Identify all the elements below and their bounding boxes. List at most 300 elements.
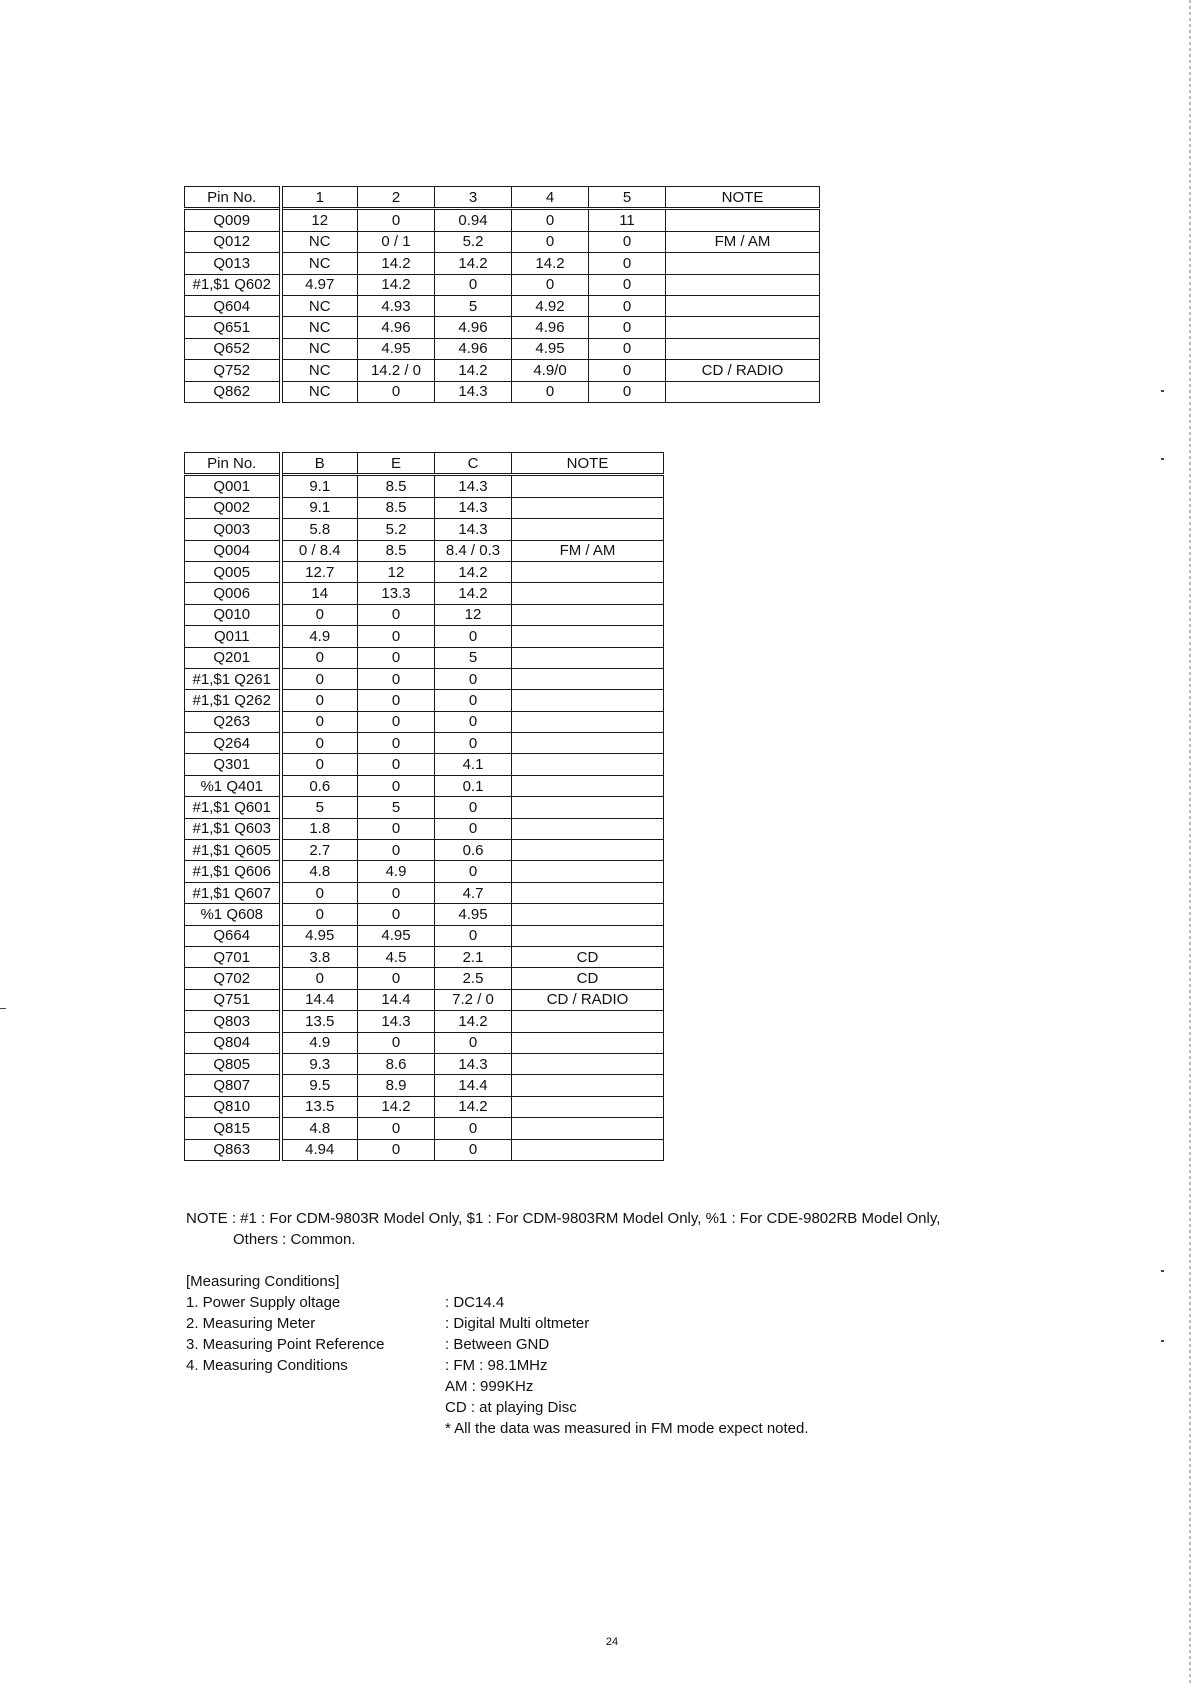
table-cell: 0 xyxy=(589,381,666,402)
table-cell xyxy=(666,295,820,316)
table-row xyxy=(185,968,664,989)
column-header: Pin No. xyxy=(185,453,281,475)
table-cell: 4.7 xyxy=(435,882,512,903)
table-cell: CD xyxy=(512,946,664,967)
table-cell: 3.8 xyxy=(281,946,358,967)
table-cell: 5 xyxy=(435,647,512,668)
page-number: 24 xyxy=(605,1636,619,1648)
table-cell: 0 xyxy=(589,317,666,338)
table-row xyxy=(185,360,820,381)
table-cell: 2.5 xyxy=(435,968,512,989)
table-cell: 4.9 xyxy=(281,626,358,647)
table-cell: 14.4 xyxy=(358,989,435,1010)
column-header: B xyxy=(281,453,358,475)
table-row xyxy=(185,626,664,647)
table-cell: 14.2 / 0 xyxy=(358,360,435,381)
transistor-label: Q803 xyxy=(185,1011,281,1032)
table-row xyxy=(185,381,820,402)
table-cell xyxy=(512,733,664,754)
table-row xyxy=(185,1096,664,1117)
table-row xyxy=(185,882,664,903)
table-cell: FM / AM xyxy=(512,540,664,561)
transistor-label: #1,$1 Q606 xyxy=(185,861,281,882)
table-cell: 0 xyxy=(435,711,512,732)
transistor-label: Q011 xyxy=(185,626,281,647)
transistor-label: Q752 xyxy=(185,360,281,381)
table-cell: 14 xyxy=(281,583,358,604)
transistor-label: Q652 xyxy=(185,338,281,359)
conditions-title: [Measuring Conditions] xyxy=(186,1273,340,1290)
table-cell: 0 xyxy=(435,797,512,818)
table-cell xyxy=(512,647,664,668)
condition-row xyxy=(186,1376,809,1397)
table-cell: 0 xyxy=(281,733,358,754)
table-cell: 0 xyxy=(358,1032,435,1053)
table-cell: 0.6 xyxy=(281,775,358,796)
table-cell: 0 xyxy=(358,904,435,925)
table-cell: 8.5 xyxy=(358,475,435,497)
table-cell xyxy=(512,1139,664,1160)
table-row xyxy=(185,295,820,316)
table-cell: 4.95 xyxy=(512,338,589,359)
table-cell: 4.96 xyxy=(435,317,512,338)
table-cell: 4.96 xyxy=(358,317,435,338)
pin-voltage-table-2 xyxy=(184,452,664,1161)
table-row xyxy=(185,904,664,925)
table-cell xyxy=(666,209,820,231)
table-cell: NC xyxy=(281,360,358,381)
condition-value: : FM : 98.1MHz xyxy=(445,1357,548,1374)
transistor-label: Q651 xyxy=(185,317,281,338)
table-row xyxy=(185,604,664,625)
table-cell: 4.9/0 xyxy=(512,360,589,381)
table-cell: 1.8 xyxy=(281,818,358,839)
table-row xyxy=(185,475,664,497)
transistor-label: Q862 xyxy=(185,381,281,402)
table-cell: 14.4 xyxy=(435,1075,512,1096)
scan-speck xyxy=(0,1008,6,1009)
transistor-label: Q002 xyxy=(185,497,281,518)
transistor-label: %1 Q608 xyxy=(185,904,281,925)
table-row xyxy=(185,561,664,582)
table-row xyxy=(185,733,664,754)
scan-speck xyxy=(1161,1270,1164,1272)
table-cell: 0 xyxy=(358,733,435,754)
transistor-label: Q013 xyxy=(185,253,281,274)
table-cell: 0 xyxy=(358,1139,435,1160)
column-header: C xyxy=(435,453,512,475)
table-cell: 14.2 xyxy=(435,583,512,604)
transistor-label: Q012 xyxy=(185,231,281,252)
table-cell: 0 xyxy=(435,668,512,689)
condition-value: : Digital Multi oltmeter xyxy=(445,1315,590,1332)
table-cell: 14.2 xyxy=(435,360,512,381)
table-cell xyxy=(512,904,664,925)
table-cell xyxy=(512,711,664,732)
transistor-label: #1,$1 Q605 xyxy=(185,840,281,861)
table-cell: NC xyxy=(281,253,358,274)
table-row xyxy=(185,946,664,967)
table-cell: 0 xyxy=(358,840,435,861)
table-1-body xyxy=(185,187,820,403)
table-cell: 0 xyxy=(281,711,358,732)
table-cell: 4.9 xyxy=(358,861,435,882)
table-cell xyxy=(512,626,664,647)
table-cell: 0 / 8.4 xyxy=(281,540,358,561)
table-row xyxy=(185,253,820,274)
condition-label xyxy=(186,1376,445,1397)
table-cell: 0 xyxy=(512,274,589,295)
transistor-label: #1,$1 Q603 xyxy=(185,818,281,839)
table-cell: 4.96 xyxy=(512,317,589,338)
column-header: E xyxy=(358,453,435,475)
column-header: NOTE xyxy=(512,453,664,475)
table-cell: CD xyxy=(512,968,664,989)
table-cell: 14.3 xyxy=(435,1053,512,1074)
measuring-conditions xyxy=(186,1271,809,1439)
transistor-label: #1,$1 Q261 xyxy=(185,668,281,689)
table-cell: 14.2 xyxy=(358,274,435,295)
table-row xyxy=(185,754,664,775)
table-cell: 14.3 xyxy=(435,381,512,402)
table-cell: 0 xyxy=(358,968,435,989)
table-cell: 5 xyxy=(358,797,435,818)
condition-value: AM : 999KHz xyxy=(445,1378,534,1395)
condition-row xyxy=(186,1397,809,1418)
condition-label: 3. Measuring Point Reference xyxy=(186,1336,385,1353)
table-cell: 0 xyxy=(281,647,358,668)
table-cell: 13.5 xyxy=(281,1011,358,1032)
column-header: 1 xyxy=(281,187,358,209)
table-cell: 0 xyxy=(358,711,435,732)
table-cell xyxy=(666,317,820,338)
table-cell: 0 xyxy=(435,861,512,882)
table-row xyxy=(185,540,664,561)
table-cell: 0.1 xyxy=(435,775,512,796)
table-row xyxy=(185,338,820,359)
table-cell: 4.93 xyxy=(358,295,435,316)
note-line-1: NOTE : #1 : For CDM-9803R Model Only, $1 : For CDM-9803RM Model Only, %1 : For CDE-9802RB Model Only, xyxy=(186,1210,941,1227)
table-row xyxy=(185,840,664,861)
table-cell: 0 xyxy=(281,904,358,925)
table-cell: 14.4 xyxy=(281,989,358,1010)
table-cell: 9.5 xyxy=(281,1075,358,1096)
table-row xyxy=(185,1118,664,1139)
table-cell: 4.97 xyxy=(281,274,358,295)
transistor-label: Q264 xyxy=(185,733,281,754)
table-cell: 13.5 xyxy=(281,1096,358,1117)
table-cell: 14.3 xyxy=(435,519,512,540)
column-header: NOTE xyxy=(666,187,820,209)
table-cell: NC xyxy=(281,338,358,359)
table-cell: 8.5 xyxy=(358,497,435,518)
table-row xyxy=(185,711,664,732)
table-cell: 0 xyxy=(435,1032,512,1053)
table-row xyxy=(185,925,664,946)
table-cell xyxy=(512,519,664,540)
table-cell: CD / RADIO xyxy=(512,989,664,1010)
table-cell: 8.4 / 0.3 xyxy=(435,540,512,561)
table-cell: CD / RADIO xyxy=(666,360,820,381)
condition-label: 4. Measuring Conditions xyxy=(186,1357,348,1374)
table-row xyxy=(185,274,820,295)
table-cell: 14.2 xyxy=(435,1011,512,1032)
transistor-label: Q004 xyxy=(185,540,281,561)
scan-speck xyxy=(1161,458,1164,460)
table-cell: 4.92 xyxy=(512,295,589,316)
table-row xyxy=(185,861,664,882)
table-row xyxy=(185,1053,664,1074)
table-cell: 0 xyxy=(435,690,512,711)
table-cell: 0 xyxy=(358,209,435,231)
table-cell: 0 xyxy=(358,690,435,711)
table-row xyxy=(185,1032,664,1053)
table-cell: 14.3 xyxy=(358,1011,435,1032)
table-cell: NC xyxy=(281,231,358,252)
transistor-label: Q804 xyxy=(185,1032,281,1053)
table-cell: 5.8 xyxy=(281,519,358,540)
table-cell: 0 xyxy=(589,360,666,381)
table-cell: 0 xyxy=(512,209,589,231)
condition-label xyxy=(186,1418,445,1439)
transistor-label: %1 Q401 xyxy=(185,775,281,796)
scan-speck xyxy=(1161,390,1164,392)
table-cell: 0.94 xyxy=(435,209,512,231)
transistor-label: Q001 xyxy=(185,475,281,497)
table-cell xyxy=(512,1096,664,1117)
table-cell xyxy=(512,861,664,882)
table-row xyxy=(185,1139,664,1160)
transistor-label: Q810 xyxy=(185,1096,281,1117)
table-cell xyxy=(512,668,664,689)
table-cell xyxy=(666,338,820,359)
table-cell: 0 xyxy=(435,1118,512,1139)
table-cell: 0 xyxy=(589,274,666,295)
table-cell xyxy=(512,1118,664,1139)
condition-value: : Between GND xyxy=(445,1336,550,1353)
table-cell: 0 xyxy=(281,882,358,903)
table-cell: 14.2 xyxy=(435,561,512,582)
table-cell: 0 xyxy=(435,818,512,839)
table-cell: 4.1 xyxy=(435,754,512,775)
transistor-label: Q263 xyxy=(185,711,281,732)
table-cell: 4.94 xyxy=(281,1139,358,1160)
table-cell: 8.6 xyxy=(358,1053,435,1074)
table-cell: NC xyxy=(281,317,358,338)
table-cell: 2.7 xyxy=(281,840,358,861)
table-cell: 0 xyxy=(281,604,358,625)
table-cell: 4.9 xyxy=(281,1032,358,1053)
table-cell: 14.3 xyxy=(435,475,512,497)
table-cell: 7.2 / 0 xyxy=(435,989,512,1010)
table-cell xyxy=(512,1032,664,1053)
transistor-label: Q751 xyxy=(185,989,281,1010)
condition-row xyxy=(186,1292,809,1313)
table-row xyxy=(185,1011,664,1032)
table-cell xyxy=(512,925,664,946)
transistor-label: Q005 xyxy=(185,561,281,582)
transistor-label: Q815 xyxy=(185,1118,281,1139)
table-cell: 4.5 xyxy=(358,946,435,967)
table-row xyxy=(185,209,820,231)
table-cell xyxy=(512,497,664,518)
table-cell: 14.2 xyxy=(358,1096,435,1117)
table-cell xyxy=(666,274,820,295)
table-cell: 0 xyxy=(358,818,435,839)
pin-voltage-table-1 xyxy=(184,186,820,403)
table-row xyxy=(185,317,820,338)
table-cell xyxy=(512,775,664,796)
table-cell: 4.96 xyxy=(435,338,512,359)
table-cell: 0 xyxy=(358,1118,435,1139)
table-cell: NC xyxy=(281,295,358,316)
table-cell: 14.3 xyxy=(435,497,512,518)
table-cell: 4.8 xyxy=(281,861,358,882)
transistor-label: Q701 xyxy=(185,946,281,967)
transistor-label: Q201 xyxy=(185,647,281,668)
transistor-label: #1,$1 Q601 xyxy=(185,797,281,818)
transistor-label: Q702 xyxy=(185,968,281,989)
transistor-label: Q010 xyxy=(185,604,281,625)
table-cell xyxy=(512,818,664,839)
table-cell: 0 xyxy=(358,775,435,796)
table-header-row xyxy=(185,453,664,475)
table-cell: 5 xyxy=(281,797,358,818)
table-cell xyxy=(666,253,820,274)
condition-row xyxy=(186,1418,809,1439)
table-row xyxy=(185,818,664,839)
table-cell: 0 xyxy=(512,381,589,402)
table-row xyxy=(185,1075,664,1096)
column-header: Pin No. xyxy=(185,187,281,209)
table-cell: 13.3 xyxy=(358,583,435,604)
table-row xyxy=(185,497,664,518)
transistor-label: Q805 xyxy=(185,1053,281,1074)
table-cell: 4.95 xyxy=(435,904,512,925)
table-cell: 12.7 xyxy=(281,561,358,582)
table-cell: 14.2 xyxy=(435,1096,512,1117)
transistor-label: Q604 xyxy=(185,295,281,316)
column-header: 3 xyxy=(435,187,512,209)
table-cell: FM / AM xyxy=(666,231,820,252)
condition-row xyxy=(186,1313,809,1334)
table-cell: 4.8 xyxy=(281,1118,358,1139)
table-cell: 9.3 xyxy=(281,1053,358,1074)
column-header: 2 xyxy=(358,187,435,209)
condition-value: : DC14.4 xyxy=(445,1294,505,1311)
model-note xyxy=(186,1208,940,1250)
table-cell xyxy=(512,1075,664,1096)
transistor-label: #1,$1 Q262 xyxy=(185,690,281,711)
table-cell xyxy=(512,475,664,497)
table-cell: 14.2 xyxy=(435,253,512,274)
table-cell xyxy=(512,754,664,775)
table-cell: 4.95 xyxy=(358,925,435,946)
table-cell: 2.1 xyxy=(435,946,512,967)
table-cell xyxy=(512,690,664,711)
table-cell xyxy=(512,561,664,582)
table-cell: 0 xyxy=(589,231,666,252)
transistor-label: Q009 xyxy=(185,209,281,231)
table-row xyxy=(185,668,664,689)
condition-row xyxy=(186,1355,809,1376)
table-cell: 12 xyxy=(358,561,435,582)
table-2-body xyxy=(185,453,664,1161)
table-cell: 0 xyxy=(435,1139,512,1160)
table-cell: 0 xyxy=(435,925,512,946)
transistor-label: Q807 xyxy=(185,1075,281,1096)
table-cell: 9.1 xyxy=(281,475,358,497)
transistor-label: #1,$1 Q607 xyxy=(185,882,281,903)
table-cell: 11 xyxy=(589,209,666,231)
table-cell: 0 xyxy=(281,668,358,689)
transistor-label: Q664 xyxy=(185,925,281,946)
table-row xyxy=(185,775,664,796)
condition-label xyxy=(186,1397,445,1418)
table-cell: 0 xyxy=(589,253,666,274)
condition-label: 1. Power Supply oltage xyxy=(186,1294,341,1311)
table-cell: 0 xyxy=(589,295,666,316)
table-row xyxy=(185,690,664,711)
table-cell: 5.2 xyxy=(435,231,512,252)
transistor-label: Q003 xyxy=(185,519,281,540)
table-cell: 0 xyxy=(512,231,589,252)
table-row xyxy=(185,989,664,1010)
table-cell: 0 xyxy=(358,754,435,775)
table-cell: 4.95 xyxy=(281,925,358,946)
table-cell: 0 xyxy=(281,690,358,711)
table-cell: 14.2 xyxy=(512,253,589,274)
table-cell: 0 xyxy=(358,668,435,689)
condition-value: * All the data was measured in FM mode expect noted. xyxy=(445,1420,809,1437)
table-cell xyxy=(512,583,664,604)
column-header: 4 xyxy=(512,187,589,209)
transistor-label: Q301 xyxy=(185,754,281,775)
table-cell: 0 xyxy=(281,968,358,989)
note-line-2: Others : Common. xyxy=(233,1231,356,1248)
table-header-row xyxy=(185,187,820,209)
table-row xyxy=(185,519,664,540)
table-cell xyxy=(512,1053,664,1074)
transistor-label: Q863 xyxy=(185,1139,281,1160)
table-cell: 0 xyxy=(281,754,358,775)
table-row xyxy=(185,231,820,252)
table-cell: 8.5 xyxy=(358,540,435,561)
column-header: 5 xyxy=(589,187,666,209)
condition-row xyxy=(186,1334,809,1355)
table-cell: 0 xyxy=(435,626,512,647)
table-cell: 0 xyxy=(358,381,435,402)
table-cell: 0 / 1 xyxy=(358,231,435,252)
table-cell: 0 xyxy=(358,882,435,903)
table-cell: 0 xyxy=(589,338,666,359)
table-cell: 12 xyxy=(435,604,512,625)
condition-value: CD : at playing Disc xyxy=(445,1399,577,1416)
table-row xyxy=(185,647,664,668)
table-cell xyxy=(512,882,664,903)
table-cell: 12 xyxy=(281,209,358,231)
table-cell: 0 xyxy=(358,604,435,625)
scan-speck xyxy=(1161,1340,1164,1342)
table-cell: 0.6 xyxy=(435,840,512,861)
table-cell: 9.1 xyxy=(281,497,358,518)
table-cell: 5 xyxy=(435,295,512,316)
table-cell xyxy=(512,1011,664,1032)
table-cell: 0 xyxy=(358,647,435,668)
transistor-label: #1,$1 Q602 xyxy=(185,274,281,295)
table-cell: 14.2 xyxy=(358,253,435,274)
table-cell xyxy=(512,797,664,818)
